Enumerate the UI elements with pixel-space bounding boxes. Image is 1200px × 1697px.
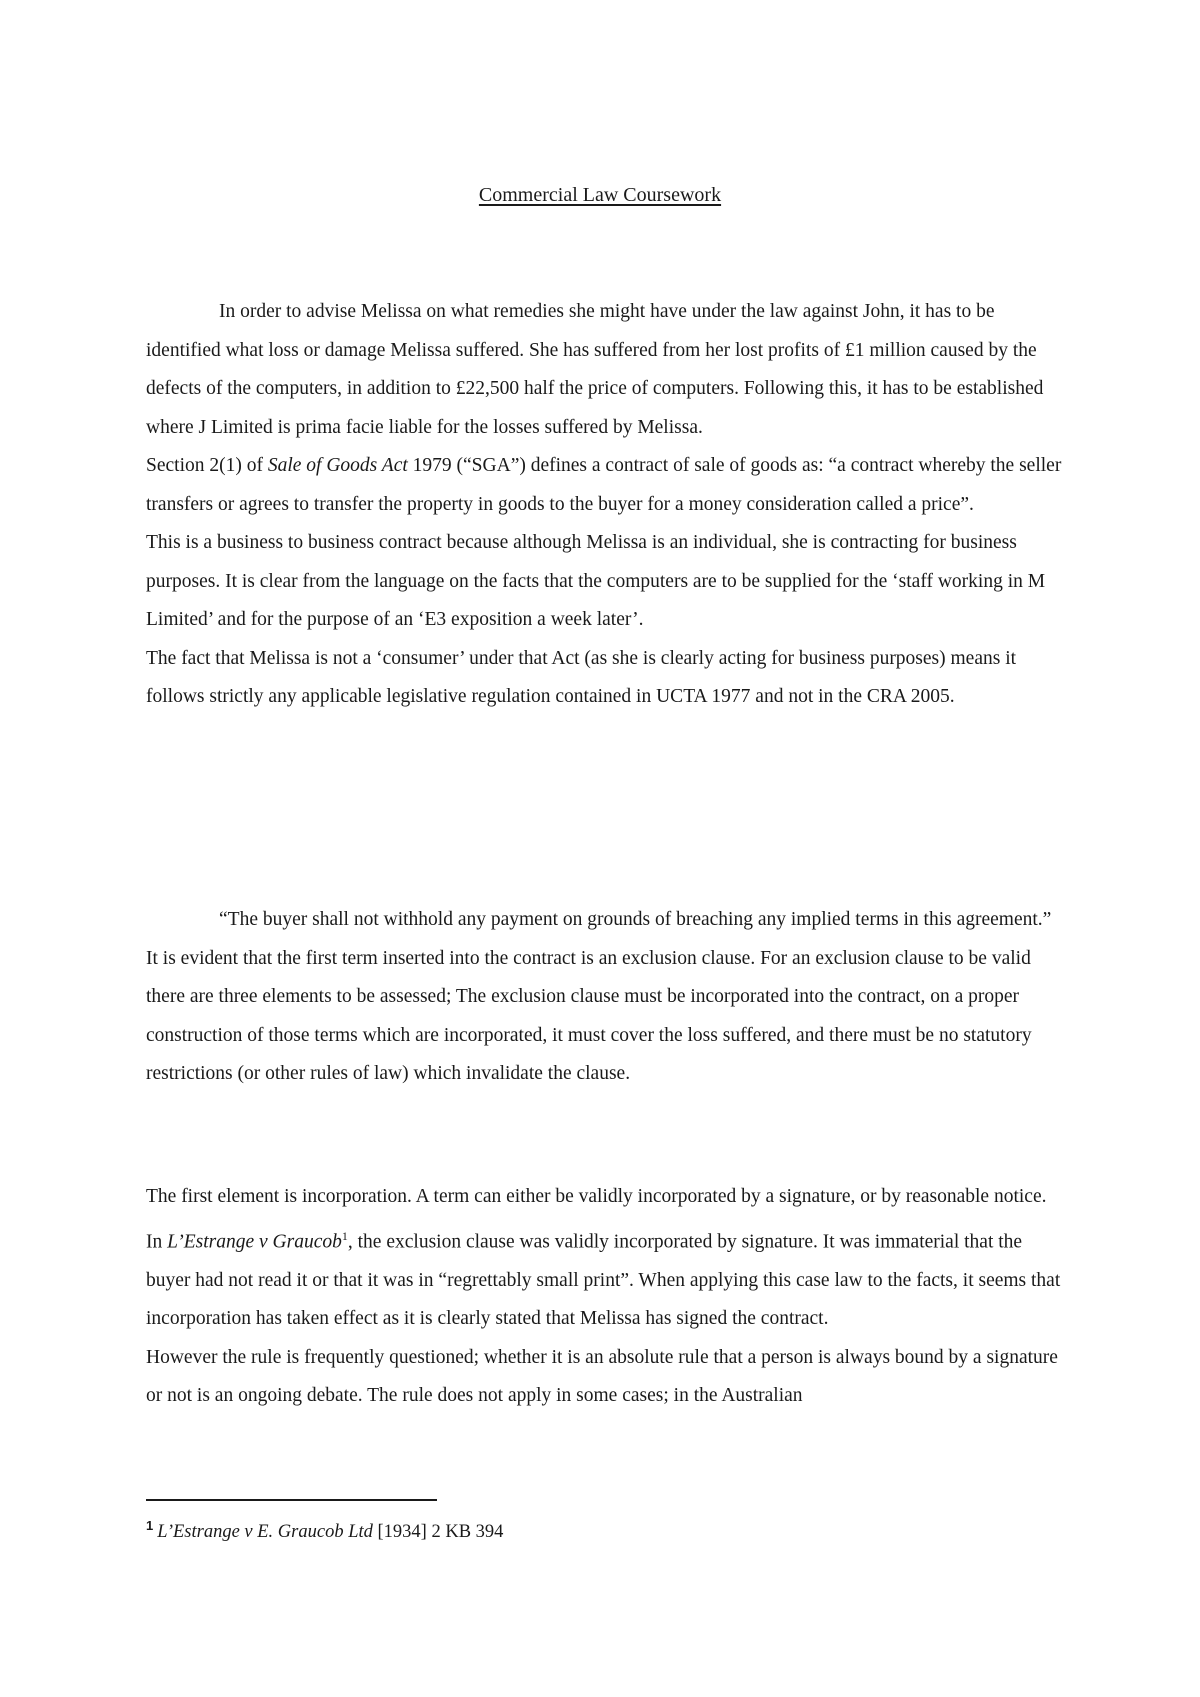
document-title: Commercial Law Coursework — [478, 184, 722, 206]
body-section-1 — [146, 293, 1066, 717]
footnote-separator — [146, 1499, 437, 1501]
footnote-reference: 1 — [341, 1228, 348, 1243]
section-text-before: Section 2(1) of — [146, 455, 268, 476]
exclusion-paragraph: It is evident that the first term inserted into the contract is an exclusion clause. For an exclusion clause to be valid there are three elements to be assessed; The exclusion clause must be incorporated into the contract, on a proper construction of those terms which are incorporated, it must cover the loss suffered, and there must be no statutory restrictions (or other rules of law) which invalidate the clause. — [146, 947, 1032, 1084]
act-name: Sale of Goods Act — [267, 455, 408, 476]
case-text-after: , the exclusion clause was validly incorporated by signature. It was immaterial that the buyer had not read it or that it was in “regrettably small print”. When applying this case law to the facts, it seems that incorporation has taken effect as it is clearly stated that Melissa has signed the contract. — [146, 1231, 1061, 1329]
case-text-before: In — [146, 1231, 168, 1252]
intro-paragraph: In order to advise Melissa on what remedies she might have under the law against John, it has to be identified what loss or damage Melissa suffered. She has suffered from her lost profits of £1 million caused by the defects of the computers, in addition to £22,500 half the price of computers. Following this, it has to be established where J Limited is prima facie liable for the losses suffered by Melissa. — [146, 301, 1044, 438]
footnote-mark: 1 — [146, 1518, 154, 1533]
body-section-3 — [146, 1178, 1066, 1416]
consumer-paragraph: The fact that Melissa is not a ‘consumer’ under that Act (as she is clearly acting for business purposes) means it follows strictly any applicable legislative regulation contained in UCTA 1977 and not in the CRA 2005. — [146, 647, 1017, 707]
footnote-citation: [1934] 2 KB 394 — [372, 1522, 504, 1543]
section-text-after: 1979 (“SGA”) defines a contract of sale of goods as: “a contract whereby the seller transfers or agrees to transfer the property in goods to the buyer for a money consideration called a price”. — [146, 455, 1062, 515]
case-name: L’Estrange v Graucob — [167, 1231, 342, 1252]
however-paragraph: However the rule is frequently questioned; whether it is an absolute rule that a person is always bound by a signature or not is an ongoing debate. The rule does not apply in some cases; in the Australian — [146, 1346, 1058, 1406]
case-paragraph — [146, 1217, 1066, 1339]
section-paragraph — [146, 447, 1066, 524]
body-section-2 — [146, 901, 1066, 1094]
quote-paragraph: “The buyer shall not withhold any payment on grounds of breaching any implied terms in this agreement.” — [219, 909, 1052, 930]
footnote-case-name: L’Estrange v E. Graucob Ltd — [157, 1522, 373, 1543]
footnote — [146, 1513, 503, 1545]
business-paragraph: This is a business to business contract because although Melissa is an individual, she is contracting for business purposes. It is clear from the language on the facts that the computers are to be supplied for the ‘staff working in M Limited’ and for the purpose of an ‘E3 exposition a week later’. — [146, 532, 1046, 630]
incorporation-paragraph: The first element is incorporation. A term can either be validly incorporated by a signature, or by reasonable notice. — [146, 1186, 1047, 1207]
